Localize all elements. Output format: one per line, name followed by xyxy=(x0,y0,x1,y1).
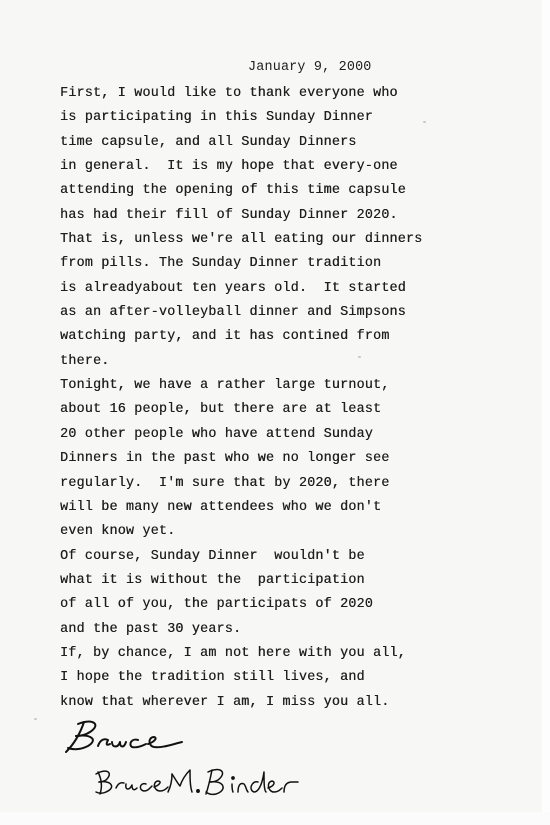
handwritten-signature xyxy=(62,712,312,807)
letter-line: about 16 people, but there are at least xyxy=(60,402,382,418)
letter-line: has had their fill of Sunday Dinner 2020. xyxy=(60,207,398,223)
letter-line: If, by chance, I am not here with you all, xyxy=(60,645,406,661)
letter-line: even know yet. xyxy=(60,524,176,540)
letter-line: Of course, Sunday Dinner wouldn't be xyxy=(60,548,365,564)
paper-speck xyxy=(34,718,37,720)
paper-speck xyxy=(423,121,426,123)
letter-line: of all of you, the participats of 2020 xyxy=(60,597,373,613)
letter-line: in general. It is my hope that every-one xyxy=(60,159,398,175)
paper-edge xyxy=(542,0,550,825)
signature-full-name xyxy=(96,770,298,795)
letter-line: know that wherever I am, I miss you all. xyxy=(60,694,390,710)
letter-line: Tonight, we have a rather large turnout, xyxy=(60,378,390,394)
letter-line: from pills. The Sunday Dinner tradition xyxy=(60,256,382,272)
letter-line: what it is without the participation xyxy=(60,572,365,588)
letter-line: 20 other people who have attend Sunday xyxy=(60,426,373,442)
letter-line: attending the opening of this time capsule xyxy=(60,183,406,199)
letter-line: watching party, and it has contined from xyxy=(60,329,390,345)
paper-edge-bottom xyxy=(0,812,550,825)
letter-line: regularly. I'm sure that by 2020, there xyxy=(60,475,390,491)
letter-line: is participating in this Sunday Dinner xyxy=(60,110,373,126)
letter-line: Dinners in the past who we no longer see xyxy=(60,451,390,467)
letter-line: there. xyxy=(60,353,110,369)
letter-line: time capsule, and all Sunday Dinners xyxy=(60,134,357,150)
letter-line: First, I would like to thank everyone who xyxy=(60,86,398,101)
letter-line: is alreadyabout ten years old. It started xyxy=(60,280,406,296)
letter-line: I hope the tradition still lives, and xyxy=(60,670,365,686)
letter-line: and the past 30 years. xyxy=(60,621,242,637)
letter-line: That is, unless we're all eating our dinners xyxy=(60,232,423,248)
signature-first-name xyxy=(66,722,182,752)
letter-body xyxy=(60,84,422,717)
letter-date: January 9, 2000 xyxy=(248,60,372,75)
letter-line: as an after-volleyball dinner and Simpsons xyxy=(60,305,406,321)
letter-line: will be many new attendees who we don't xyxy=(60,499,382,515)
